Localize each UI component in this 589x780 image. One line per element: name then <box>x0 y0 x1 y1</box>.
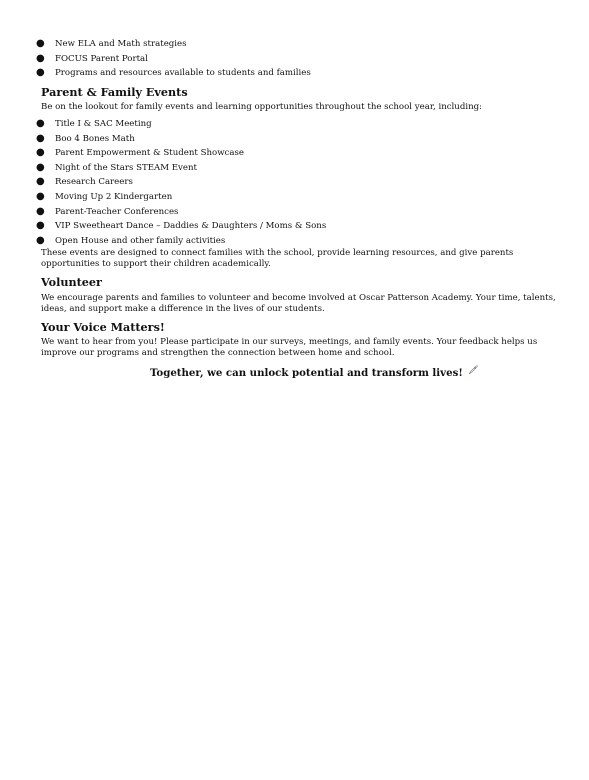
bullet-icon: ● <box>36 220 45 232</box>
bullet-icon: ● <box>36 52 45 64</box>
bullet-icon: ● <box>36 234 45 246</box>
events-heading: Parent & Family Events <box>41 85 188 99</box>
bullet-icon: ● <box>36 190 45 202</box>
list-item: ● Open House and other family activities <box>36 234 226 246</box>
volunteer-text: We encourage parents and families to volunteer and become involved at Oscar Patterson Academy. Your time, talents, ideas, and support make a difference in the lives of our students. <box>41 293 556 314</box>
bullet-icon: ● <box>36 67 45 79</box>
events-intro: Be on the lookout for family events and learning opportunities throughout the school year, including: <box>41 102 483 112</box>
volunteer-heading: Volunteer <box>41 275 102 289</box>
bullet-icon: ● <box>36 176 45 188</box>
list-item: ● VIP Sweetheart Dance – Daddies & Daughters / Moms & Sons <box>36 220 327 232</box>
list-item: ● New ELA and Math strategies <box>36 38 187 49</box>
bullet-icon: ● <box>36 147 45 159</box>
list-item: ● Moving Up 2 Kindergarten <box>36 190 173 202</box>
list-item: ● Programs and resources available to students and families <box>36 67 311 79</box>
bullet-icon: ● <box>36 38 45 49</box>
voice-heading: Your Voice Matters! <box>41 320 165 334</box>
rocket-icon <box>467 364 479 379</box>
list-item: ● FOCUS Parent Portal <box>36 52 148 64</box>
list-item: ● Title I & SAC Meeting <box>36 118 152 129</box>
list-item: ● Parent Empowerment & Student Showcase <box>36 147 244 159</box>
list-item: ● Night of the Stars STEAM Event <box>36 161 197 173</box>
closing-text: Together, we can unlock potential and transform lives! <box>150 367 463 379</box>
list-item: ● Boo 4 Bones Math <box>36 132 135 144</box>
bullet-icon: ● <box>36 205 45 217</box>
bullet-icon: ● <box>36 161 45 173</box>
voice-text: We want to hear from you! Please participate in our surveys, meetings, and family events. Your feedback helps us improve our programs and strengthen the connection between home and school. <box>41 337 538 358</box>
list-item: ● Research Careers <box>36 176 133 188</box>
closing-line <box>150 364 479 379</box>
bullet-icon: ● <box>36 118 45 129</box>
events-bullet-list <box>0 117 326 248</box>
intro-bullet-list <box>0 37 311 81</box>
events-outro: These events are designed to connect families with the school, provide learning resources, and give parents opportunities to support their children academically. <box>41 248 514 269</box>
list-item: ● Parent-Teacher Conferences <box>36 205 179 217</box>
bullet-icon: ● <box>36 132 45 144</box>
